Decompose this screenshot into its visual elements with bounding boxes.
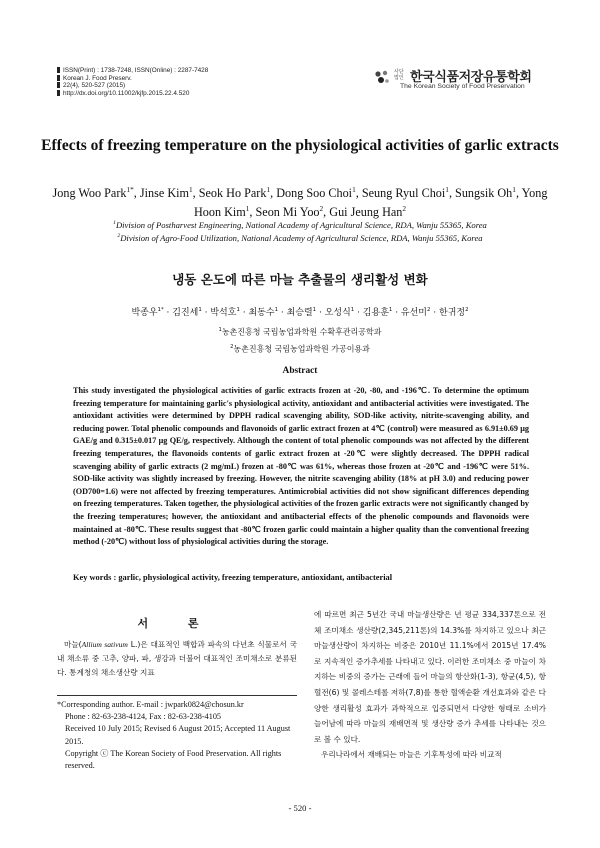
keywords: Key words : garlic, physiological activity, freezing temperature, antioxidant, antibacterial [73, 573, 393, 582]
society-name-english: The Korean Society of Food Preservation [400, 83, 525, 90]
affiliation-marker: 2 [319, 204, 324, 214]
doi-line: http://dx.doi.org/10.11002/kjfp.2015.22.4.520 [57, 90, 208, 98]
affiliation-marker: 1* [126, 185, 134, 194]
affiliation-1: $^1$Division of Postharvest Engineering, National Academy of Agricultural Science, RDA, Wanju 55365, Korea [113, 219, 487, 230]
affiliation-marker: 1 [445, 185, 449, 194]
intro-left-column [57, 638, 297, 680]
intro-right-paragraph-1: 에 따르면 최근 5년간 국내 마늘생산량은 년 평균 334,337톤으로 전체 조미채소 생산량(2,345,211톤)의 14.3%를 차지하고 있으나 최근 마늘생산량이 차지하는 비중은 2010년 11.1%에서 2015년 17.4%로 지속적인 증가추세를 나타내고 있다. 이러한 조미채소 중 마늘이 차지하는 비중의 증가는 근래에 들어 마늘의 항산화(1-3), 항균(4,5), 항혈전(6) 및 콜레스테롤 저하(7,8)를 통한 혈액순환 개선효과와 같은 다양한 생리활성 효과가 과학적으로 입증되면서 다양한 형태로 소비가 늘어남에 따라 마늘의 재배면적 및 생산량 증가 추세를 나타내는 것으로 볼 수 있다. [314, 610, 546, 744]
affiliation-marker: 1 [236, 307, 240, 313]
affiliation-marker: 1 [198, 307, 202, 313]
affiliation-marker: 1 [350, 307, 355, 313]
affiliation-2: $^2$Division of Agro-Food Utilization, National Academy of Agricultural Science, RDA, Wanju 55365, Korea [117, 233, 483, 244]
affiliation-marker: 1 [113, 220, 116, 226]
korean-title: 냉동 온도에 따른 마늘 추출물의 생리활성 변화 [172, 272, 428, 287]
authors-korean-line: 박종우$^{1*}$ · 김진세$^1$ · 박석호$^1$ · 최동수$^1$ · 최승렬$^1$ · 오성식$^1$ · 김용훈$^1$ · 유선미$^2$ · 한귀정$^2$ [131, 307, 469, 318]
volume-line: 22(4), 520-527 (2015) [57, 82, 208, 90]
abstract-body: This study investigated the physiological activities of garlic extracts frozen at -20, -80, and -196℃. To determine the optimum freezing temperature for maintaining garlic's physiological activity, antioxidant and antibacterial activities were investigated. The antioxidant activities were determined by DPPH radical scavenging ability, SOD-like activity, nitrite-scavenging ability, and reducing power. Total phenolic compounds and flavonoids of garlic extract frozen at 4℃ (control) were measured as 6.91±0.69 μg GAE/g and 0.315±0.017 μg QE/g, respectively. Although the content of total phenolic compounds was not affected by the different freezing temperatures, the flavonoids contents of garlic extract frozen at -20℃ were slightly decreased. The DPPH radical scavenging ability of garlic extracts (2 mg/mL) frozen at -80℃ was 61%, whereas those frozen at -20℃ and -196℃ were 51%. SOD-like activity was slightly increased by freezing. However, the nitrite scavenging ability (18% at pH 3.0) and reducing power (OD700=1.6) were not affected by freezing temperatures. Antimicrobial activities did not show significant differences depending on freezing temperatures. Taken together, the physiological activities of the frozen garlic extracts were not significantly changed by the freezing temperatures; however, the antioxidant and antibacterial effects of the phenolic compounds and flavonoids were maintained at -80℃. These results suggest that -80℃ frozen garlic could maintain a higher quality than the conventional freezing method (-20℃) without loss of physiological activities during the storage. [73, 386, 529, 547]
species-name: Allium sativum [81, 640, 128, 649]
abstract-heading: Abstract [282, 366, 318, 376]
paper-title: Effects of freezing temperature on the physiological activities of garlic extracts [41, 137, 559, 154]
affiliation-marker: 1 [312, 307, 317, 313]
affiliations-korean [40, 323, 560, 356]
journal-line: Korean J. Food Preserv. [57, 75, 208, 83]
authors-korean [40, 305, 560, 318]
affiliation-marker: 1 [274, 307, 278, 313]
society-name-korean: 한국식품저장유통학회 [410, 70, 532, 85]
affiliation-marker: 2 [465, 307, 469, 313]
affiliation-marker: 2 [402, 204, 407, 214]
affiliation-marker: 1 [388, 307, 393, 313]
page-number: - 520 - [288, 803, 312, 813]
intro-right-paragraph-2: 우리나라에서 재배되는 마늘은 기후특성에 따라 비교적 [321, 750, 502, 760]
issn-line: ISSN(Print) : 1738-7248, ISSN(Online) : 2287-7428 [57, 67, 208, 75]
affiliations-english [40, 218, 560, 245]
authors-english [40, 182, 560, 220]
affiliation-marker: 1* [157, 307, 164, 313]
korean-affiliation-2: $^2$농촌진흥청 국립농업과학원 가공이용과 [230, 343, 370, 354]
affiliation-marker: 1 [352, 185, 356, 194]
authors-english-line: Jong Woo Park$^{1*}$, Jinse Kim$^1$, Seok Ho Park$^1$, Dong Soo Choi$^1$, Seung Ryul Choi$^1$, Sungsik Oh$^1$, Yong Hoon Kim$^1$, Seon Mi Yoo$^2$, Gui Jeung Han$^2$ [52, 185, 548, 220]
society-logo [372, 66, 562, 92]
copyright-notice: Copyright ⓒ The Korean Society of Food Preservation. All rights reserved. [65, 748, 282, 771]
affiliation-marker: 1 [188, 185, 193, 194]
intro-right-column [314, 607, 546, 763]
korean-affiliation-1: $^1$농촌진흥청 국립농업과학원 수확후관리공학과 [218, 327, 382, 337]
affiliation-marker: 2 [230, 343, 234, 350]
affiliation-marker: 1 [512, 185, 516, 194]
contact-phone-fax: Phone : 82-63-238-4124, Fax : 82-63-238-4105 [65, 712, 222, 722]
affiliation-marker: 1 [266, 185, 271, 194]
society-type-label: 사단 법인 [394, 69, 404, 81]
journal-meta [57, 67, 208, 97]
affiliation-marker: 1 [245, 204, 250, 214]
affiliation-marker: 2 [117, 233, 121, 240]
correspondence-footnote [57, 699, 297, 772]
affiliation-marker: 1 [218, 327, 222, 333]
corresponding-author: *Corresponding author. E-mail : jwpark0824@chosun.kr [57, 700, 244, 709]
received-dates: Received 10 July 2015; Revised 6 August 2015; Accepted 11 August 2015. [65, 724, 291, 746]
intro-left-paragraph: 마늘(Allium sativum L.)은 대표적인 백합과 파속의 다년초 식물로서 국내 채소류 중 고추, 양파, 파, 생강과 더불어 대표적인 조미채소로 분류된다. 통계청의 채소생산량 지표 [57, 640, 297, 677]
society-emblem-icon [372, 68, 392, 88]
affiliation-marker: 2 [427, 307, 431, 313]
footnote-divider [57, 695, 297, 696]
section-title-introduction: 서 론 [137, 617, 217, 630]
